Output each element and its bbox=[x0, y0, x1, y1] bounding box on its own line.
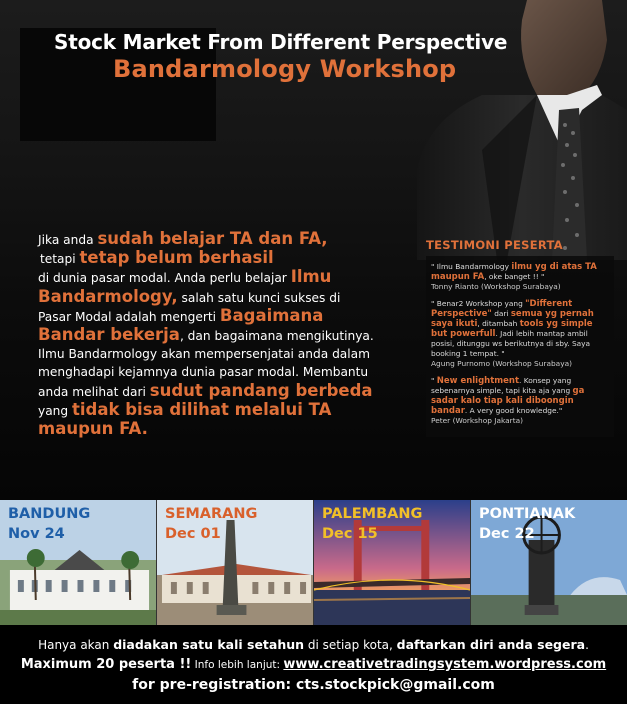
footer-emphasis: diadakan satu kali setahun bbox=[113, 637, 305, 652]
city-date: Dec 15 bbox=[322, 526, 378, 542]
testimonial-quote bbox=[431, 262, 608, 292]
intro-text: salah satu kunci sukses di bbox=[177, 290, 341, 305]
workshop-title: Bandarmology Workshop bbox=[113, 55, 457, 83]
quote-highlight: ga sadar kalo tiap kali diboongin bandar bbox=[431, 386, 585, 416]
testimonial-quote bbox=[431, 299, 608, 369]
footer bbox=[0, 625, 627, 704]
intro-highlight: Bandarmology, bbox=[38, 286, 178, 306]
footer-notice bbox=[0, 637, 627, 652]
quote-text: " bbox=[431, 376, 437, 385]
city-name: PONTIANAK bbox=[479, 506, 576, 522]
intro-text: Pasar Modal adalah mengerti bbox=[38, 309, 220, 324]
city-card-pontianak bbox=[471, 500, 627, 625]
testimonials-panel bbox=[426, 256, 614, 437]
testimonial-quote bbox=[431, 376, 608, 426]
quote-highlight: ilmu yg di atas TA maupun FA bbox=[431, 262, 597, 282]
quote-author: Agung Purnomo (Workshop Surabaya) bbox=[431, 359, 572, 368]
intro-highlight: Ilmu bbox=[290, 267, 332, 287]
quote-text: " Benar2 Workshop yang bbox=[431, 299, 526, 308]
quote-text: dari bbox=[491, 309, 511, 318]
footer-text: Hanya akan bbox=[38, 638, 114, 652]
quote-author: Tonny Rianto (Workshop Surabaya) bbox=[431, 282, 561, 291]
city-name: PALEMBANG bbox=[322, 506, 423, 522]
quote-highlight: semua yg pernah saya ikuti bbox=[431, 309, 594, 329]
footer-text: Info lebih lanjut: bbox=[191, 659, 284, 671]
intro-highlight: Bandar bekerja bbox=[38, 325, 180, 345]
quote-text: . Konsep yang sebenarnya simple, tapi kita aja yang bbox=[431, 376, 573, 395]
quote-author: Peter (Workshop Jakarta) bbox=[431, 416, 524, 425]
intro-highlight: sudut pandang berbeda bbox=[149, 380, 373, 400]
footer-emphasis: daftarkan diri anda segera bbox=[396, 637, 586, 652]
registration-email[interactable]: for pre-registration: cts.stockpick@gmail.com bbox=[132, 677, 495, 693]
city-name: SEMARANG bbox=[165, 506, 258, 522]
quote-text: , oke banget !! " bbox=[484, 272, 545, 281]
quote-highlight: tools yg simple but powerfull bbox=[431, 319, 593, 339]
intro-paragraph bbox=[38, 230, 416, 439]
footer-text: . bbox=[585, 638, 589, 652]
intro-text: tetapi bbox=[40, 252, 80, 267]
intro-highlight: sudah belajar TA dan FA, bbox=[97, 229, 328, 248]
intro-text: menghadapi kejamnya dunia pasar modal. Membantu bbox=[38, 365, 369, 380]
website-link[interactable]: www.creativetradingsystem.wordpress.com bbox=[283, 657, 607, 672]
quote-text: . Jadi lebih mantap ambil posisi, ditunggu ws berikutnya di sby. Saya booking 1 tempat. " bbox=[431, 329, 591, 358]
city-name: BANDUNG bbox=[8, 506, 91, 522]
page-title: Stock Market From Different Perspective bbox=[54, 30, 508, 54]
quote-text: . A very good knowledge." bbox=[464, 406, 563, 415]
intro-text: anda melihat dari bbox=[38, 384, 150, 399]
city-date: Dec 01 bbox=[165, 526, 221, 542]
intro-highlight: maupun FA. bbox=[38, 419, 148, 439]
city-schedule bbox=[0, 500, 627, 625]
city-card-palembang bbox=[314, 500, 471, 625]
intro-text: Ilmu Bandarmology akan mempersenjatai anda dalam bbox=[38, 347, 371, 362]
intro-highlight: tidak bisa dilihat melalui TA bbox=[72, 399, 332, 419]
quote-text: , ditambah bbox=[477, 319, 520, 328]
intro-text: di dunia pasar modal. Anda perlu belajar bbox=[38, 271, 291, 286]
intro-highlight: tetap belum berhasil bbox=[79, 248, 274, 268]
city-card-bandung bbox=[0, 500, 157, 625]
city-card-semarang bbox=[157, 500, 314, 625]
intro-text: , dan bagaimana mengikutinya. bbox=[179, 329, 374, 344]
quote-text: " Ilmu Bandarmology bbox=[431, 262, 512, 271]
footer-info bbox=[0, 657, 627, 672]
intro-text: yang bbox=[38, 403, 73, 418]
city-date: Dec 22 bbox=[479, 526, 535, 542]
intro-highlight: Bagaimana bbox=[219, 305, 324, 325]
footer-text: di setiap kota, bbox=[304, 638, 397, 652]
testimonials-section bbox=[426, 238, 614, 437]
quote-highlight: "Different Perspective" bbox=[431, 299, 573, 319]
testimonials-title: TESTIMONI PESERTA bbox=[426, 238, 563, 252]
quote-highlight: New enlightment bbox=[436, 376, 520, 386]
city-date: Nov 24 bbox=[8, 526, 65, 542]
intro-text: Jika anda bbox=[38, 233, 98, 247]
max-participants: Maximum 20 peserta !! bbox=[20, 657, 192, 672]
